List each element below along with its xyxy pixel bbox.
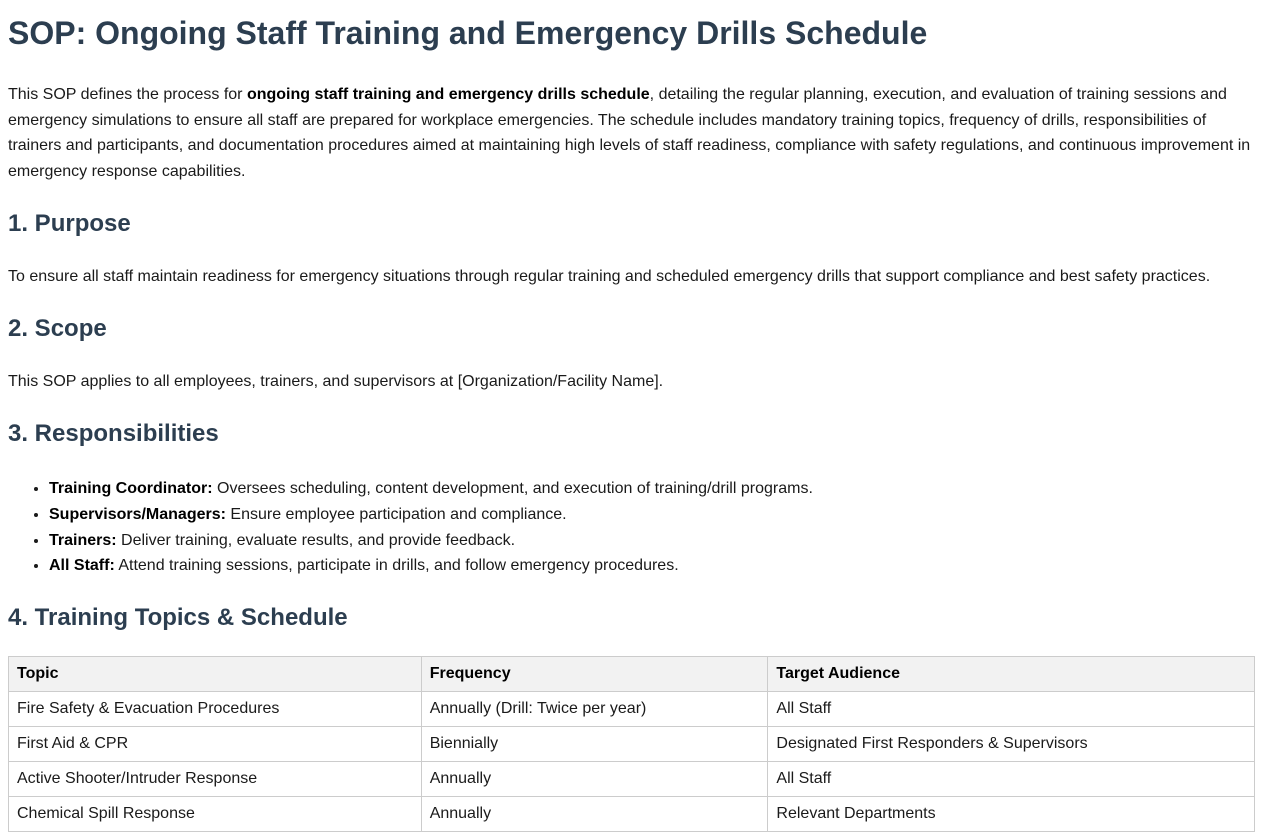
role-description: Deliver training, evaluate results, and provide feedback. [116,531,516,549]
intro-text-start: This SOP defines the process for [8,86,247,103]
topics-heading: 4. Training Topics & Schedule [8,604,348,632]
cell-audience: All Staff [768,762,1255,797]
table-row [9,762,1255,797]
column-header-frequency: Frequency [421,657,768,692]
role-label: Training Coordinator: [49,480,213,497]
cell-frequency: Biennially [421,727,768,762]
cell-frequency: Annually (Drill: Twice per year) [421,692,768,727]
purpose-text: To ensure all staff maintain readiness for emergency situations through regular training and scheduled emergency drills that support compliance and best safety practices. [8,268,1211,285]
role-label: All Staff: [49,557,115,575]
list-item [49,476,1255,502]
cell-frequency: Annually [421,762,768,797]
table-row [9,797,1255,832]
column-header-audience: Target Audience [768,657,1255,692]
column-header-topic: Topic [9,657,422,692]
intro-text-end: , detailing the regular planning, execution, and evaluation of training sessions and emergency simulations to ensure all staff are prepared for workplace emergencies. The schedule includes mandatory training topics, frequency of drills, responsibilities of trainers and participants, and documentation procedures aimed at maintaining high levels of staff readiness, compliance with safety regulations, and continuous improvement in emergency response capabilities. [8,86,1251,180]
intro-text-bold: ongoing staff training and emergency drills schedule [246,86,650,103]
table-row [9,692,1255,727]
responsibilities-list [8,476,1255,579]
scope-heading: 2. Scope [8,315,107,342]
cell-topic: Fire Safety & Evacuation Procedures [9,692,422,727]
list-item [49,502,1255,528]
role-description: Oversees scheduling, content development, and execution of training/drill programs. [212,480,813,497]
cell-audience: Relevant Departments [768,797,1255,832]
role-label: Trainers: [49,531,117,549]
responsibilities-heading: 3. Responsibilities [8,420,219,447]
table-header-row [9,657,1255,692]
list-item [49,553,1255,579]
list-item [49,528,1255,554]
page-title: SOP: Ongoing Staff Training and Emergency Drills Schedule [8,15,928,51]
purpose-heading: 1. Purpose [8,210,131,237]
role-description: Attend training sessions, participate in drills, and follow emergency procedures. [114,557,679,575]
scope-text: This SOP applies to all employees, trainers, and supervisors at [Organization/Facility Name]. [8,373,664,390]
role-label: Supervisors/Managers: [49,505,226,523]
cell-audience: All Staff [768,692,1255,727]
schedule-table [8,656,1255,832]
cell-topic: First Aid & CPR [9,727,422,762]
cell-topic: Active Shooter/Intruder Response [9,762,422,797]
role-description: Ensure employee participation and compliance. [225,505,567,523]
cell-frequency: Annually [421,797,768,832]
cell-topic: Chemical Spill Response [9,797,422,832]
table-row [9,727,1255,762]
cell-audience: Designated First Responders & Supervisors [768,727,1255,762]
document [0,14,1263,832]
intro-paragraph [8,82,1255,184]
